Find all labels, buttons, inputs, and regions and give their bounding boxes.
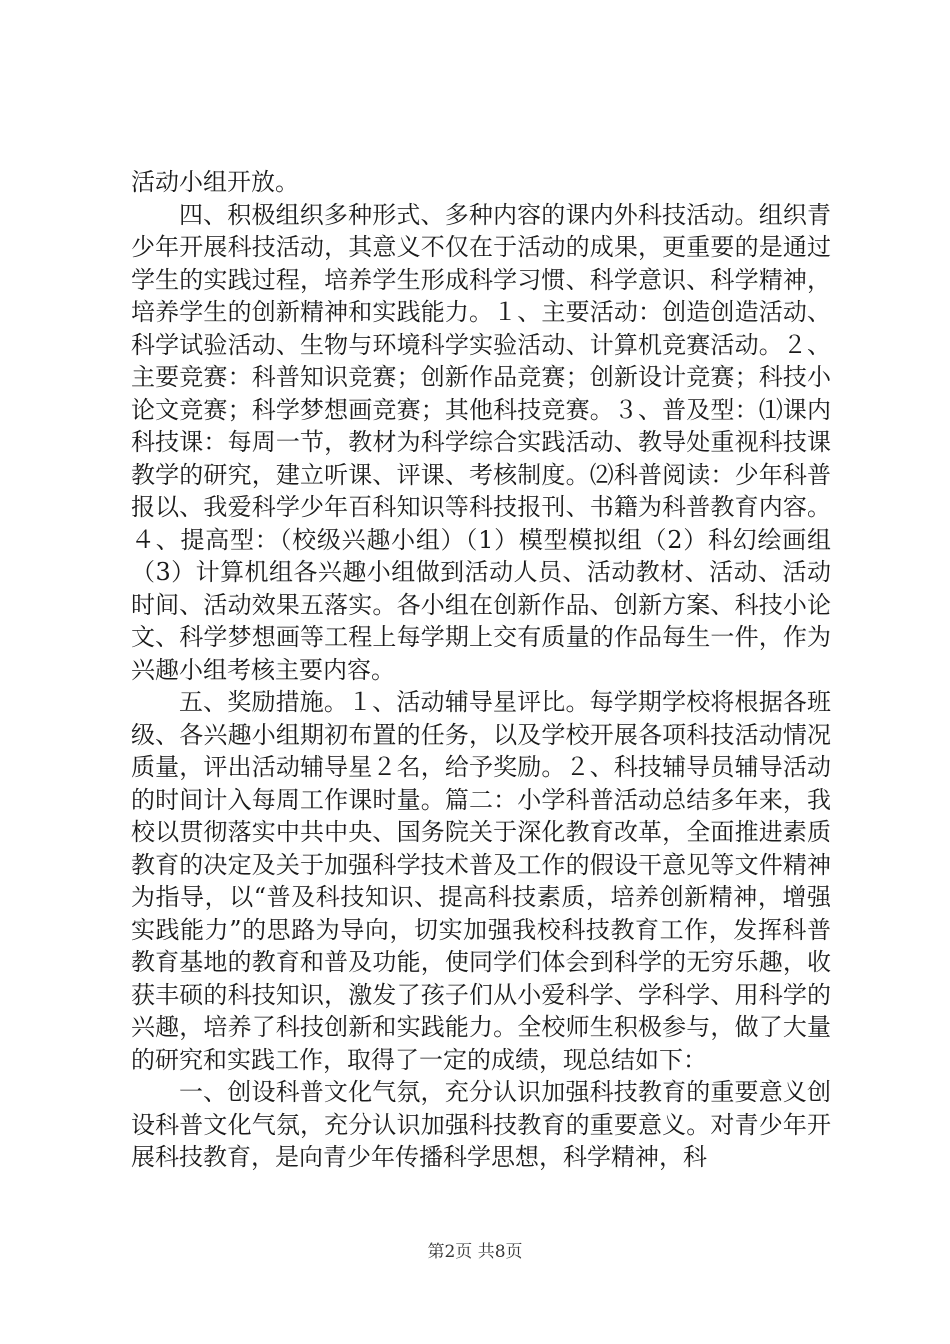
document-body xyxy=(131,166,831,1174)
paragraph-section-four: 四、积极组织多种形式、多种内容的课内外科技活动。组织青少年开展科技活动，其意义不仅在于活动的成果，更重要的是通过学生的实践过程，培养学生形成科学习惯、科学意识、科学精神，培养学生的创新精神和实践能力。１、主要活动：创造创造活动、科学试验活动、生物与环境科学实验活动、计算机竞赛活动。２、主要竞赛：科普知识竞赛；创新作品竞赛；创新设计竞赛；科技小论文竞赛；科学梦想画竞赛；其他科技竞赛。３、普及型：⑴课内科技课：每周一节，教材为科学综合实践活动、教导处重视科技课教学的研究，建立听课、评课、考核制度。⑵科普阅读：少年科普报以、我爱科学少年百科知识等科技报刊、书籍为科普教育内容。４、提高型：（校级兴趣小组）（1）模型模拟组（2）科幻绘画组（3）计算机组各兴趣小组做到活动人员、活动教材、活动、活动时间、活动效果五落实。各小组在创新作品、创新方案、科技小论文、科学梦想画等工程上每学期上交有质量的作品每生一件，作为兴趣小组考核主要内容。 xyxy=(131,200,831,684)
paragraph-section-five: 五、奖励措施。１、活动辅导星评比。每学期学校将根据各班级、各兴趣小组期初布置的任务，以及学校开展各项科技活动情况质量，评出活动辅导星２名，给予奖励。２、科技辅导员辅导活动的时间计入每周工作课时量。篇二：小学科普活动总结多年来，我校以贯彻落实中共中央、国务院关于深化教育改革，全面推进素质教育的决定及关于加强科学技术普及工作的假设干意见等文件精神为指导，以“普及科技知识、提高科技素质，培养创新精神，增强实践能力”的思路为导向，切实加强我校科技教育工作，发挥科普教育基地的教育和普及功能，使同学们体会到科学的无穷乐趣，收获丰硕的科技知识，激发了孩子们从小爱科学、学科学、用科学的兴趣，培养了科技创新和实践能力。全校师生积极参与，做了大量的研究和实践工作，取得了一定的成绩，现总结如下： xyxy=(131,688,831,1074)
paragraph-continuation: 活动小组开放。 xyxy=(131,168,299,196)
page-footer: 第2页 共8页 xyxy=(427,1242,523,1262)
paragraph-section-one: 一、创设科普文化气氛，充分认识加强科技教育的重要意义创设科普文化气氛，充分认识加强科技教育的重要意义。对青少年开展科技教育，是向青少年传播科学思想，科学精神，科 xyxy=(131,1078,831,1171)
